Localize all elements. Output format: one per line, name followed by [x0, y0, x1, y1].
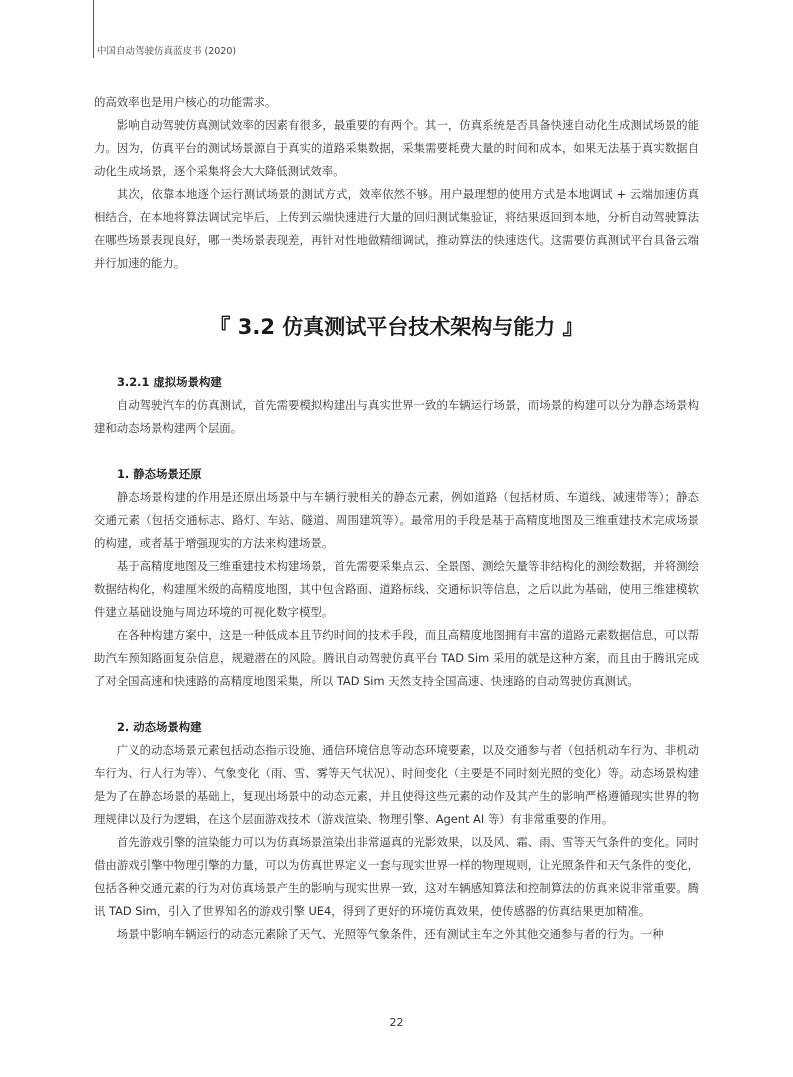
- dynamic-scene-paragraph-3: 场景中影响车辆运行的动态元素除了天气、光照等气象条件，还有测试主车之外其他交通参与者的行为。一种: [116, 927, 664, 941]
- section-title: 『 3.2 仿真测试平台技术架构与能力 』: [209, 315, 584, 339]
- intro-paragraph-2: 影响自动驾驶仿真测试效率的因素有很多，最重要的有两个。其一，仿真系统是否具备快速自动化生成测试场景的能力。因为，仿真平台的测试场景源自于真实的道路采集数据，采集需要耗费大量的时间和成本，如果无法基于真实数据自动化生成场景，逐个采集将会大大降低测试效率。: [94, 118, 699, 178]
- page-body: [94, 91, 699, 946]
- intro-paragraph-3: 其次，依靠本地逐个运行测试场景的测试方式，效率依然不够。用户最理想的使用方式是本地调试 + 云端加速仿真相结合，在本地将算法调试完毕后，上传到云端快速进行大量的回归测试集验证，将结果返回到本地，分析自动驾驶算法在哪些场景表现良好，哪一类场景表现差，再针对性地做精细调试，推动算法的快速迭代。这需要仿真测试平台具备云端并行加速的能力。: [94, 187, 699, 270]
- static-scene-paragraph-3: 在各种构建方案中，这是一种低成本且节约时间的技术手段，而且高精度地图拥有丰富的道路元素数据信息，可以帮助汽车预知路面复杂信息，规避潜在的风险。腾讯自动驾驶仿真平台 TAD Sim 采用的就是这种方案，而且由于腾讯完成了对全国高速和快速路的高精度地图采集，所以 TAD Sim 天然支持全国高速、快速路的自动驾驶仿真测试。: [94, 628, 699, 688]
- header-divider: [93, 0, 94, 58]
- subsection-intro-paragraph: 自动驾驶汽车的仿真测试，首先需要模拟构建出与真实世界一致的车辆运行场景，而场景的构建可以分为静态场景构建和动态场景构建两个层面。: [94, 398, 699, 435]
- subsection-title: 3.2.1 虚拟场景构建: [117, 375, 222, 389]
- page-number: 22: [389, 1016, 404, 1029]
- dynamic-scene-paragraph-1: 广义的动态场景元素包括动态指示设施、通信环境信息等动态环境要素，以及交通参与者（包括机动车行为、非机动车行为、行人行为等）、气象变化（雨、雪、雾等天气状况）、时间变化（主要是不同时刻光照的变化）等。动态场景构建是为了在静态场景的基础上，复现出场景中的动态元素，并且使得这些元素的动作及其产生的影响严格遵循现实世界的物理规律以及行为逻辑，在这个层面游戏技术（游戏渲染、物理引擎、Agent AI 等）有非常重要的作用。: [94, 743, 699, 826]
- running-header: 中国自动驾驶仿真蓝皮书 (2020): [97, 46, 237, 57]
- static-scene-paragraph-2: 基于高精度地图及三维重建技术构建场景，首先需要采集点云、全景图、测绘矢量等非结构化的测绘数据，并将测绘数据结构化，构建厘米级的高精度地图，其中包含路面、道路标线、交通标识等信息，之后以此为基础，使用三维建模软件建立基础设施与周边环境的可视化数字模型。: [94, 559, 699, 619]
- dynamic-scene-paragraph-2: 首先游戏引擎的渲染能力可以为仿真场景渲染出非常逼真的光影效果，以及风、霜、雨、雪等天气条件的变化。同时借由游戏引擎中物理引擎的力量，可以为仿真世界定义一套与现实世界一样的物理规则，让光照条件和天气条件的变化，包括各种交通元素的行为对仿真场景产生的影响与现实世界一致，这对车辆感知算法和控制算法的仿真来说非常重要。腾讯 TAD Sim，引入了世界知名的游戏引擎 UE4，得到了更好的环境仿真效果，使传感器的仿真结果更加精准。: [94, 835, 699, 918]
- static-scene-heading: 1. 静态场景还原: [117, 467, 202, 481]
- static-scene-paragraph-1: 静态场景构建的作用是还原出场景中与车辆行驶相关的静态元素，例如道路（包括材质、车道线、减速带等）；静态交通元素（包括交通标志、路灯、车站、隧道、周围建筑等）。最常用的手段是基于高精度地图及三维重建技术完成场景的构建，或者基于增强现实的方法来构建场景。: [94, 490, 699, 550]
- intro-paragraph-1: 的高效率也是用户核心的功能需求。: [94, 95, 277, 109]
- dynamic-scene-heading: 2. 动态场景构建: [117, 720, 202, 734]
